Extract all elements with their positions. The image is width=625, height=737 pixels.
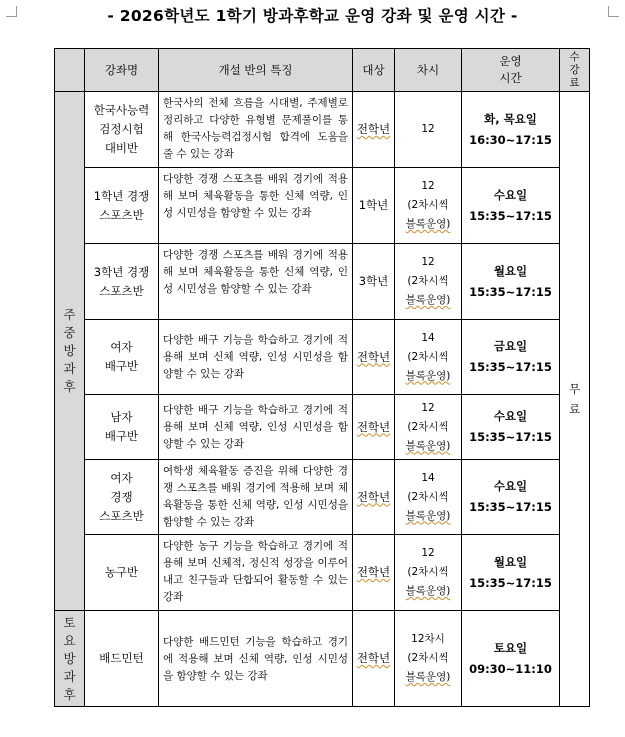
course-day: 토요일 (493, 640, 528, 655)
table-row (55, 535, 590, 611)
group-char: 요 (63, 632, 76, 648)
course-sessions-line: 블록운영) (405, 671, 451, 683)
group-char: 과 (63, 361, 76, 376)
course-name-line: 배드민턴 (99, 651, 144, 665)
course-sessions-line: 14 (421, 331, 435, 344)
course-target-text: 전학년 (356, 122, 391, 136)
course-sessions (395, 611, 462, 707)
course-target (353, 395, 395, 460)
course-time (462, 395, 560, 460)
course-hours: 15:35~17:15 (469, 284, 552, 299)
course-sessions-line: (2차시씩 (407, 490, 449, 503)
group-label-weekday (55, 92, 85, 611)
course-target (353, 92, 395, 168)
course-name (85, 395, 159, 460)
course-time (462, 92, 560, 168)
course-hours: 15:35~17:15 (469, 500, 552, 514)
course-target-text: 전학년 (356, 565, 391, 579)
group-char: 방 (63, 650, 76, 666)
course-sessions-line: (2차시씩 (407, 566, 449, 578)
header-sessions: 차시 (395, 49, 462, 92)
course-name-line: 농구반 (104, 565, 139, 579)
course-description: 한국사의 전체 흐름을 시대별, 주제별로 정리하고 다양한 유형별 문제풀이를 통해 한국사능력검정시험 합격에 도움을 줄 수 있는 강좌 (159, 92, 353, 168)
course-name (85, 460, 159, 535)
course-day: 월요일 (493, 554, 528, 569)
course-target (353, 320, 395, 395)
course-sessions (395, 460, 462, 535)
header-fee-char: 강 (569, 63, 580, 76)
course-sessions-line: 블록운영) (405, 509, 451, 522)
course-name-line: 스포츠반 (99, 508, 144, 523)
header-operating-time (462, 49, 560, 92)
course-day: 수요일 (493, 479, 528, 493)
course-time (462, 244, 560, 320)
course-target-text: 전학년 (356, 489, 391, 504)
document-title: - 2026학년도 1학기 방과후학교 운영 강좌 및 운영 시간 - (107, 7, 518, 25)
course-sessions-line: (2차시씩 (407, 350, 449, 363)
course-schedule-table (54, 48, 590, 707)
header-time-line: 시간 (499, 71, 522, 85)
group-char: 토 (63, 614, 76, 630)
header-fee (560, 49, 590, 92)
course-name-line: 여자 (110, 340, 133, 354)
header-fee-char: 수 (569, 50, 580, 63)
course-day: 수요일 (493, 187, 528, 202)
course-target-text: 전학년 (356, 419, 391, 434)
course-time (462, 535, 560, 611)
course-name (85, 535, 159, 611)
course-sessions-line: 12 (421, 180, 435, 192)
course-sessions-line: 12 (421, 401, 435, 414)
course-description: 여학생 체육활동 증진을 위해 다양한 경쟁 스포츠를 배워 경기에 적용해 보며 체육활동을 통한 신체 역량, 인성 시민성을 함양할 수 있는 강좌 (159, 460, 353, 535)
course-time (462, 460, 560, 535)
table-header-row (55, 49, 590, 92)
group-char: 주 (63, 307, 76, 322)
course-sessions (395, 395, 462, 460)
course-time (462, 611, 560, 707)
course-hours: 15:35~17:15 (469, 575, 552, 590)
course-sessions-line: 블록운영) (405, 369, 451, 382)
table-row (55, 320, 590, 395)
table-row (55, 92, 590, 168)
course-name-line: 3학년 경쟁 (93, 264, 150, 279)
course-hours: 15:35~17:15 (469, 430, 552, 444)
course-sessions-line: 블록운영) (405, 585, 451, 597)
course-name-line: 대비반 (104, 141, 139, 155)
course-target (353, 535, 395, 611)
course-name-line: 한국사능력 (93, 103, 150, 117)
header-time-line: 운영 (499, 54, 522, 68)
table-row (55, 395, 590, 460)
table-row (55, 460, 590, 535)
course-name (85, 244, 159, 320)
table-row (55, 168, 590, 244)
course-sessions (395, 320, 462, 395)
table-row (55, 611, 590, 707)
course-name (85, 168, 159, 244)
course-name-line: 배구반 (104, 429, 139, 443)
course-hours: 09:30~11:10 (469, 661, 552, 676)
course-hours: 16:30~17:15 (469, 132, 552, 147)
course-target-text: 전학년 (356, 651, 391, 665)
course-name-line: 검정시험 (99, 122, 144, 136)
header-description: 개설 반의 특징 (159, 49, 353, 92)
course-sessions-line: 블록운영) (405, 294, 451, 306)
course-name (85, 92, 159, 168)
course-day: 화, 목요일 (484, 111, 537, 126)
course-time (462, 168, 560, 244)
course-name-line: 여자 (110, 470, 133, 485)
course-sessions (395, 92, 462, 168)
course-sessions-line: 12 (421, 547, 435, 559)
course-name-line: 경쟁 (110, 489, 133, 504)
group-char: 과 (63, 668, 76, 684)
course-sessions-line: (2차시씩 (407, 275, 449, 287)
fee-char: 무 (568, 382, 581, 396)
course-sessions (395, 244, 462, 320)
course-day: 금요일 (493, 339, 528, 353)
course-name-line: 1학년 경쟁 (93, 188, 150, 203)
group-char: 후 (63, 379, 76, 394)
course-sessions-line: 블록운영) (405, 218, 451, 230)
course-target: 1학년 (353, 168, 395, 244)
course-description: 다양한 배구 기능을 학습하고 경기에 적용해 보며 신체 역량, 인성 시민성을 함양할 수 있는 강좌 (159, 395, 353, 460)
course-sessions-line: (2차시씩 (407, 420, 449, 433)
course-description: 다양한 농구 기능을 학습하고 경기에 적용해 보며 신체적, 정신적 성장을 이루어 내고 친구들과 단합되어 활동할 수 있는 강좌 (159, 535, 353, 611)
course-description: 다양한 경쟁 스포츠를 배워 경기에 적용해 보며 체육활동을 통한 신체 역량, 인성 시민성을 함양할 수 있는 강좌 (159, 244, 353, 320)
course-name-line: 남자 (110, 410, 133, 424)
group-char: 후 (63, 686, 76, 702)
table-row (55, 244, 590, 320)
course-sessions (395, 168, 462, 244)
course-target: 3학년 (353, 244, 395, 320)
header-course-name: 강좌명 (85, 49, 159, 92)
group-label-saturday (55, 611, 85, 707)
course-sessions-line: 12 (421, 256, 435, 268)
course-target-text: 전학년 (356, 349, 391, 364)
group-char: 중 (63, 325, 76, 340)
course-day: 월요일 (493, 263, 528, 278)
course-sessions (395, 535, 462, 611)
fee-char: 료 (568, 402, 581, 416)
course-description: 다양한 배드민턴 기능을 학습하고 경기에 적용해 보며 신체 역량, 인성 시민성을 함양할 수 있는 강좌 (159, 611, 353, 707)
course-target (353, 611, 395, 707)
course-name-line: 배구반 (104, 359, 139, 373)
course-name (85, 320, 159, 395)
course-sessions-line: (2차시씩 (407, 199, 449, 211)
course-sessions-line: 블록운영) (405, 439, 451, 452)
header-group-blank (55, 49, 85, 92)
course-name-line: 스포츠반 (99, 207, 144, 222)
course-description: 다양한 배구 기능을 학습하고 경기에 적용해 보며 신체 역량, 인성 시민성을 함양할 수 있는 강좌 (159, 320, 353, 395)
group-char: 방 (63, 343, 76, 358)
course-sessions-line: 12차시 (411, 633, 445, 645)
course-sessions-line: 14 (421, 471, 435, 484)
course-name-line: 스포츠반 (99, 283, 144, 298)
course-name (85, 611, 159, 707)
course-day: 수요일 (493, 409, 528, 423)
fee-free (560, 92, 590, 707)
course-time (462, 320, 560, 395)
course-sessions-line: 12 (421, 123, 435, 135)
course-target (353, 460, 395, 535)
course-hours: 15:35~17:15 (469, 208, 552, 223)
course-description: 다양한 경쟁 스포츠를 배워 경기에 적용해 보며 체육활동을 통한 신체 역량, 인성 시민성을 함양할 수 있는 강좌 (159, 168, 353, 244)
header-fee-char: 료 (569, 76, 580, 89)
header-target: 대상 (353, 49, 395, 92)
course-sessions-line: (2차시씩 (407, 652, 449, 664)
course-hours: 15:35~17:15 (469, 360, 552, 374)
